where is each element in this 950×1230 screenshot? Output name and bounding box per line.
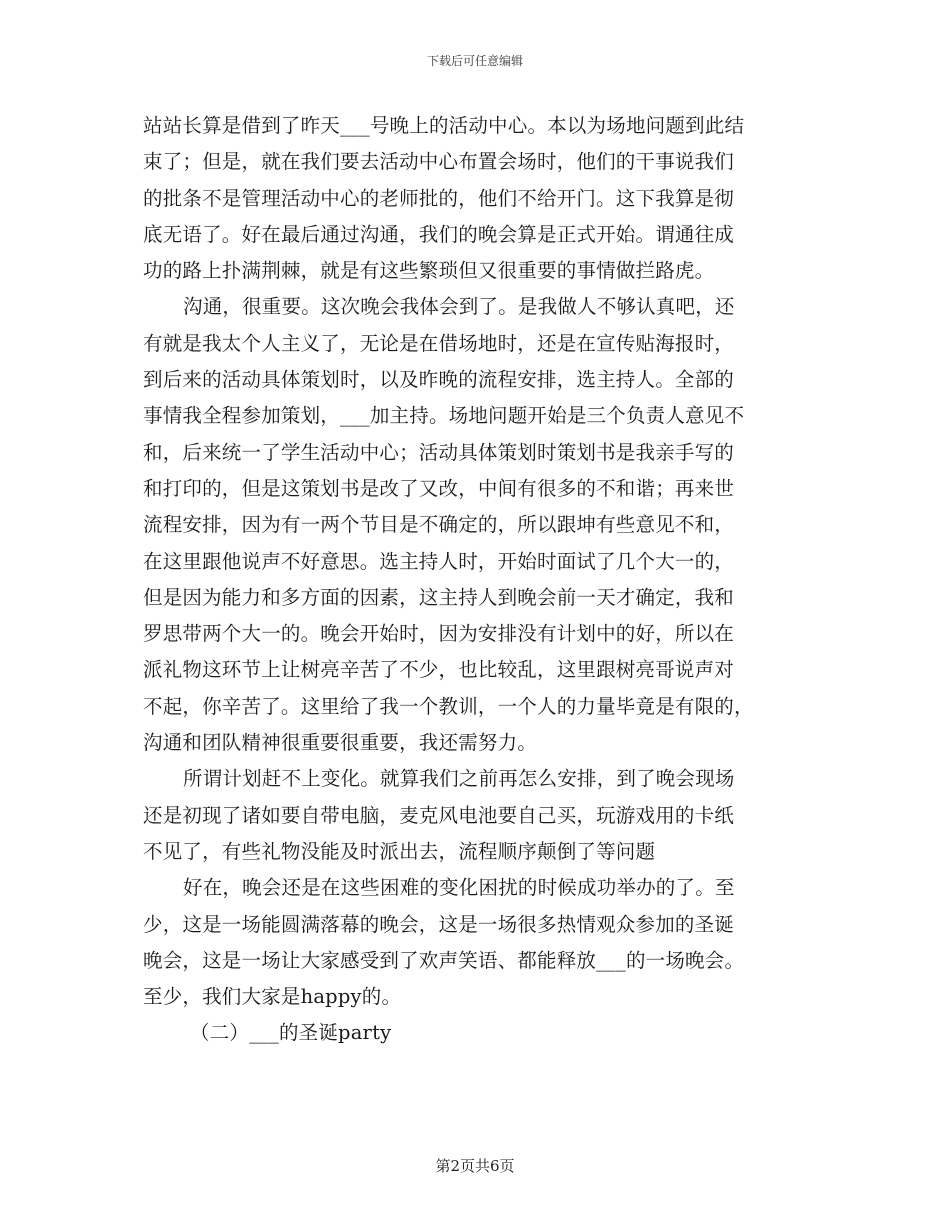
paragraph-start-line: 所谓计划赶不上变化。就算我们之前再怎么安排，到了晚会现场 [183, 767, 735, 791]
text-line: 事情我全程参加策划，___加主持。场地问题开始是三个负责人意见不 [143, 404, 745, 428]
text-line: 少，这是一场能圆满落幕的晚会，这是一场很多热情观众参加的圣诞 [143, 912, 735, 936]
text-line: 底无语了。好在最后通过沟通，我们的晚会算是正式开始。谓通往成 [143, 222, 735, 246]
text-line: 功的路上扑满荆棘，就是有这些繁琐但又很重要的事情做拦路虎。 [143, 259, 715, 283]
text-line: 晚会，这是一场让大家感受到了欢声笑语、都能释放___的一场晚会。 [143, 948, 745, 972]
section-heading: （二）___的圣诞party [190, 1021, 392, 1045]
text-line: 在这里跟他说声不好意思。选主持人时，开始时面试了几个大一的， [143, 549, 735, 573]
page-number: 第2页共6页 [435, 1157, 515, 1175]
text-line: 还是初现了诸如要自带电脑，麦克风电池要自己买，玩游戏用的卡纸 [143, 803, 735, 827]
text-line: 站站长算是借到了昨天___号晚上的活动中心。本以为场地问题到此结 [143, 114, 745, 137]
document-body [143, 108, 805, 1052]
paragraph-start-line: 好在，晚会还是在这些困难的变化困扰的时候成功举办的了。至 [183, 876, 735, 900]
text-line: 和打印的，但是这策划书是改了又改，中间有很多的不和谐；再来世 [143, 476, 735, 500]
text-line: 和，后来统一了学生活动中心；活动具体策划时策划书是我亲手写的 [143, 440, 735, 464]
text-line: 到后来的活动具体策划时，以及昨晚的流程安排，选主持人。全部的 [143, 368, 735, 392]
text-line: 派礼物这环节上让树亮辛苦了不少，也比较乱，这里跟树亮哥说声对 [143, 658, 735, 682]
text-line: 束了；但是，就在我们要去活动中心布置会场时，他们的干事说我们 [143, 150, 735, 174]
page-header: 下载后可任意编辑 [426, 54, 523, 68]
text-line: 不见了，有些礼物没能及时派出去，流程顺序颠倒了等问题 [143, 839, 656, 863]
text-line: 流程安排，因为有一两个节目是不确定的，所以跟坤有些意见不和， [143, 513, 735, 537]
text-line: 沟通和团队精神很重要很重要，我还需努力。 [143, 731, 538, 755]
text-line: 有就是我太个人主义了，无论是在借场地时，还是在宣传贴海报时， [143, 331, 735, 355]
paragraph-start-line: 沟通，很重要。这次晚会我体会到了。是我做人不够认真吧，还 [183, 295, 735, 319]
text-line: 但是因为能力和多方面的因素，这主持人到晚会前一天才确定，我和 [143, 585, 735, 609]
text-line: 的批条不是管理活动中心的老师批的，他们不给开门。这下我算是彻 [143, 186, 735, 210]
text-line: 至少，我们大家是happy的。 [143, 985, 402, 1009]
text-line: 罗思带两个大一的。晚会开始时，因为安排没有计划中的好，所以在 [143, 622, 735, 646]
text-line: 不起，你辛苦了。这里给了我一个教训，一个人的力量毕竟是有限的， [143, 694, 754, 718]
